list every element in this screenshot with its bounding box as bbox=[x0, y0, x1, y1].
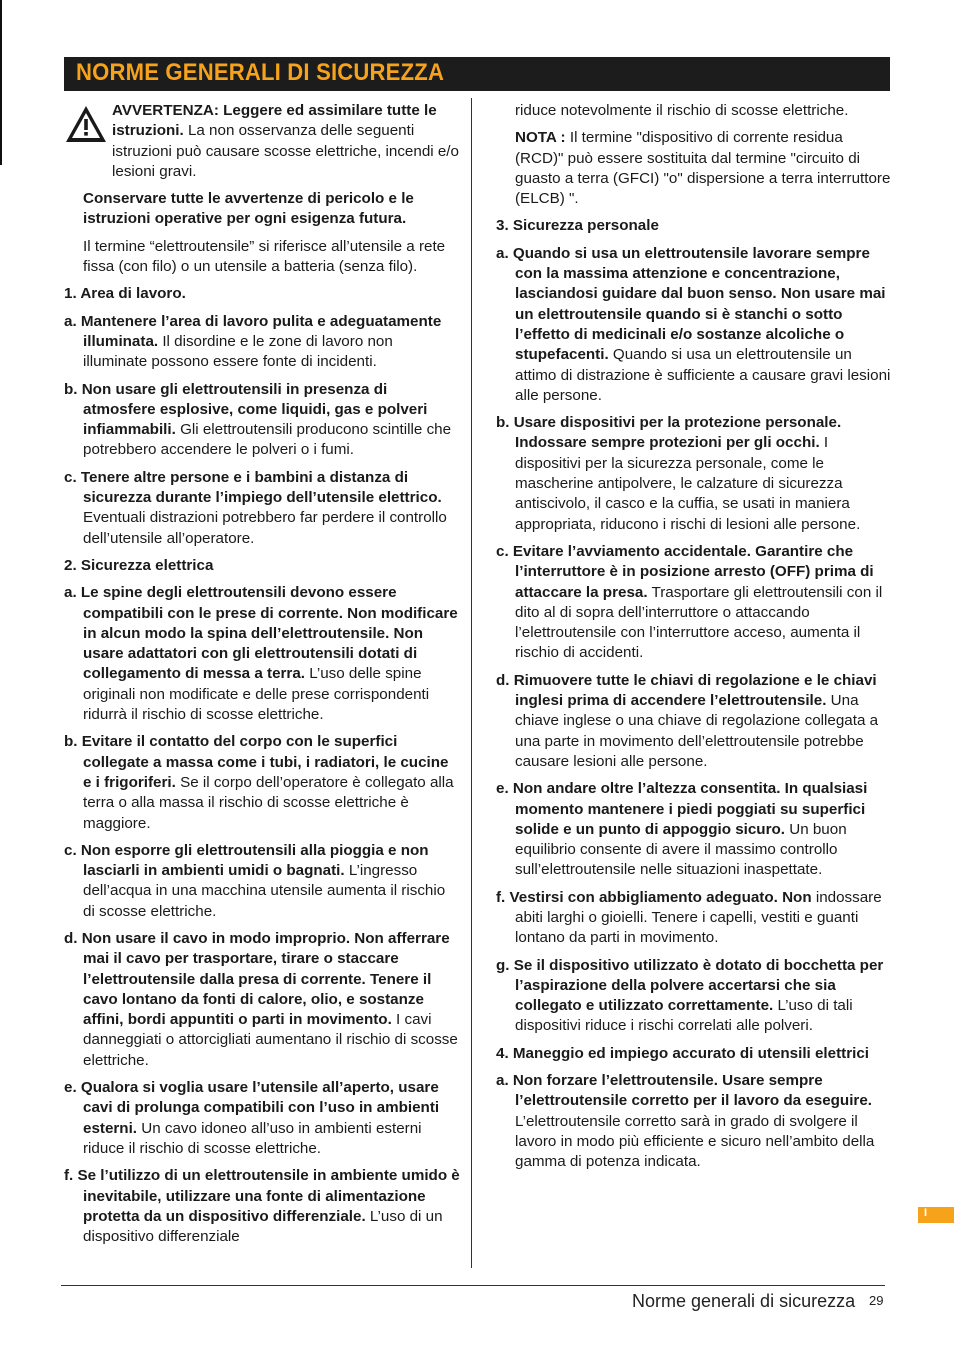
section-heading-work-area: 1. Area di lavoro. bbox=[64, 285, 186, 303]
list-item: c. Non esporre gli elettroutensili alla pioggia e non lasciarli in ambienti umidi o bagnati. L’ingresso dell’acqua in una macchina utensile aumenta il rischio di scosse elettriche. bbox=[64, 841, 446, 920]
section-heading-tool-use: 4. Maneggio ed impiego accurato di utensili elettrici bbox=[496, 1044, 870, 1062]
list-item: d. Rimuovere tutte le chiavi di regolazione e le chiavi inglesi prima di accendere l’elettroutensile. Una chiave inglese o una chiave di regolazione collegata a una parte in movimento dell’elettroutensile potrebbe causare lesioni alle persone. bbox=[496, 671, 879, 770]
column-divider bbox=[471, 98, 472, 1268]
language-tab-label: I bbox=[924, 1207, 928, 1219]
list-item: a. Non forzare l’elettroutensile. Usare sempre l’elettroutensile corretto per il lavoro da eseguire. L’elettroutensile corretto sarà in grado di svolgere il lavoro in modo più efficiente e sicuro nell’ambito della gamma di potenza indicata. bbox=[496, 1072, 875, 1171]
continued-text: riduce notevolmente il rischio di scosse elettriche. bbox=[515, 102, 849, 119]
list-item: b. Evitare il contatto del corpo con le superfici collegate a massa come i tubi, i radiatori, le cucine e i frigoriferi. Se il corpo dell’operatore è collegato alla terra o alla massa il rischio di scosse elettriche è maggiore. bbox=[64, 733, 454, 832]
list-item: b. Non usare gli elettroutensili in presenza di atmosfere esplosive, come liquidi, gas e polveri infiammabili. Gli elettroutensili producono scintille che potrebbero accendere le polveri o i fumi. bbox=[64, 380, 452, 459]
list-item: f. Se l’utilizzo di un elettroutensile in ambiente umido è inevitabile, utilizzare una fonte di alimentazione protetta da un dispositivo differenziale. L’uso di un dispositivo differenziale bbox=[64, 1167, 460, 1246]
language-tab bbox=[918, 1207, 954, 1223]
list-item: a. Mantenere l’area di lavoro pulita e adeguatamente illuminata. Il disordine e le zone di lavoro non illuminate possono essere fonte di incidenti. bbox=[64, 312, 442, 371]
list-item: c. Tenere altre persone e i bambini a distanza di sicurezza durante l’impiego dell’utensile elettrico. Eventuali distrazioni potrebbero far perdere il controllo dell’utensile all’operatore. bbox=[64, 468, 447, 547]
right-column bbox=[496, 101, 892, 1180]
term-note: Il termine “elettroutensile” si riferisce all’utensile a rete fissa (con filo) o un utensile a batteria (senza filo). bbox=[83, 237, 446, 276]
warning-triangle-icon bbox=[64, 104, 108, 144]
list-item: e. Qualora si voglia usare l’utensile all’aperto, usare cavi di prolunga compatibili con l’uso in ambienti esterni. Un cavo idoneo all’uso in ambienti esterni riduce il rischio di scosse elettriche. bbox=[64, 1079, 440, 1157]
left-margin-rule bbox=[0, 0, 2, 165]
left-column bbox=[64, 101, 460, 1254]
list-item: g. Se il dispositivo utilizzato è dotato di bocchetta per l’aspirazione della polvere accertarsi che sia collegato e utilizzato correttamente. L’uso di tali dispositivi riduce i rischi correlati alle polveri. bbox=[496, 956, 884, 1035]
footer-title: Norme generali di sicurezza bbox=[632, 1291, 856, 1311]
warning-bold: AVVERTENZA: Leggere ed assimilare tutte le istruzioni. bbox=[112, 102, 437, 140]
footer-rule bbox=[61, 1285, 885, 1286]
section-heading-electrical-safety: 2. Sicurezza elettrica bbox=[64, 556, 214, 574]
list-item: f. Vestirsi con abbigliamento adeguato. Non indossare abiti larghi o gioielli. Tenere i capelli, vestiti e guanti lontano da parti in movimento. bbox=[496, 888, 882, 947]
list-item: a. Le spine degli elettroutensili devono essere compatibili con le prese di corrente. Non modificare in alcun modo la spina dell’elettroutensile. Non usare adattatori con gli elettroutensili dotati di collegamento di messa a terra. L’uso delle spine originali non modificate e delle prese corrispondenti ridurrà il rischio di scosse elettriche. bbox=[64, 584, 458, 724]
page-title: NORME GENERALI DI SICUREZZA bbox=[76, 59, 445, 86]
section-heading-personal-safety: 3. Sicurezza personale bbox=[496, 217, 659, 235]
keep-instructions: Conservare tutte le avvertenze di pericolo e le istruzioni operative per ogni esigenza futura. bbox=[83, 190, 414, 228]
warning-text: La non osservanza delle seguenti istruzioni può causare scosse elettriche, incendi e/o lesioni gravi. bbox=[112, 122, 459, 180]
warning-paragraph bbox=[64, 101, 460, 182]
note-paragraph: NOTA : Il termine "dispositivo di corrente residua (RCD)" può essere sostituita dal termine "circuito di guasto a terra (GFCI) "o" dispersione a terra interruttore (ELCB) ". bbox=[515, 129, 891, 208]
list-item: c. Evitare l’avviamento accidentale. Garantire che l’interruttore è in posizione arresto (OFF) prima di attaccare la presa. Trasportare gli elettroutensili con il dito al di sopra dell’interruttore o attaccando l’elettroutensile con l’interruttore acceso, aumenta il rischio di accidenti. bbox=[496, 542, 883, 662]
title-bar bbox=[64, 57, 890, 91]
list-item: d. Non usare il cavo in modo improprio. Non afferrare mai il cavo per trasportare, tirare o staccare l’elettroutensile dalla presa di corrente. Tenere il cavo lontano da fonti di calore, olio, e sostanze affini, bordi appuntiti o parti in movimento. I cavi danneggiati o attorcigliati aumentano il rischio di scosse elettriche. bbox=[64, 929, 458, 1069]
list-item: e. Non andare oltre l’altezza consentita. In qualsiasi momento mantenere i piedi poggiati su superfici solide e un punto di appoggio sicuro. Un buon equilibrio consente di avere il massimo controllo sull’elettroutensile nelle situazioni inaspettate. bbox=[496, 780, 868, 879]
page-number: 29 bbox=[869, 1293, 884, 1308]
list-item: a. Quando si usa un elettroutensile lavorare sempre con la massima attenzione e concentrazione, lasciandosi guidare dal buon senso. Non usare mai un elettroutensile quando si è stanchi o sotto l’effetto di medicinali e/o sostanze alcoliche o stupefacenti. Quando si usa un elettroutensile un attimo di distrazione è sufficiente a causare gravi lesioni alle persone. bbox=[496, 244, 891, 404]
list-item: b. Usare dispositivi per la protezione personale. Indossare sempre protezioni per gli occhi. I dispositivi per la sicurezza personale, come le mascherine antipolvere, le calzature di sicurezza antiscivolo, il casco e la cuffia, se usati in maniera appropriata, riducono i rischi di lesioni alle persone. bbox=[496, 414, 861, 533]
